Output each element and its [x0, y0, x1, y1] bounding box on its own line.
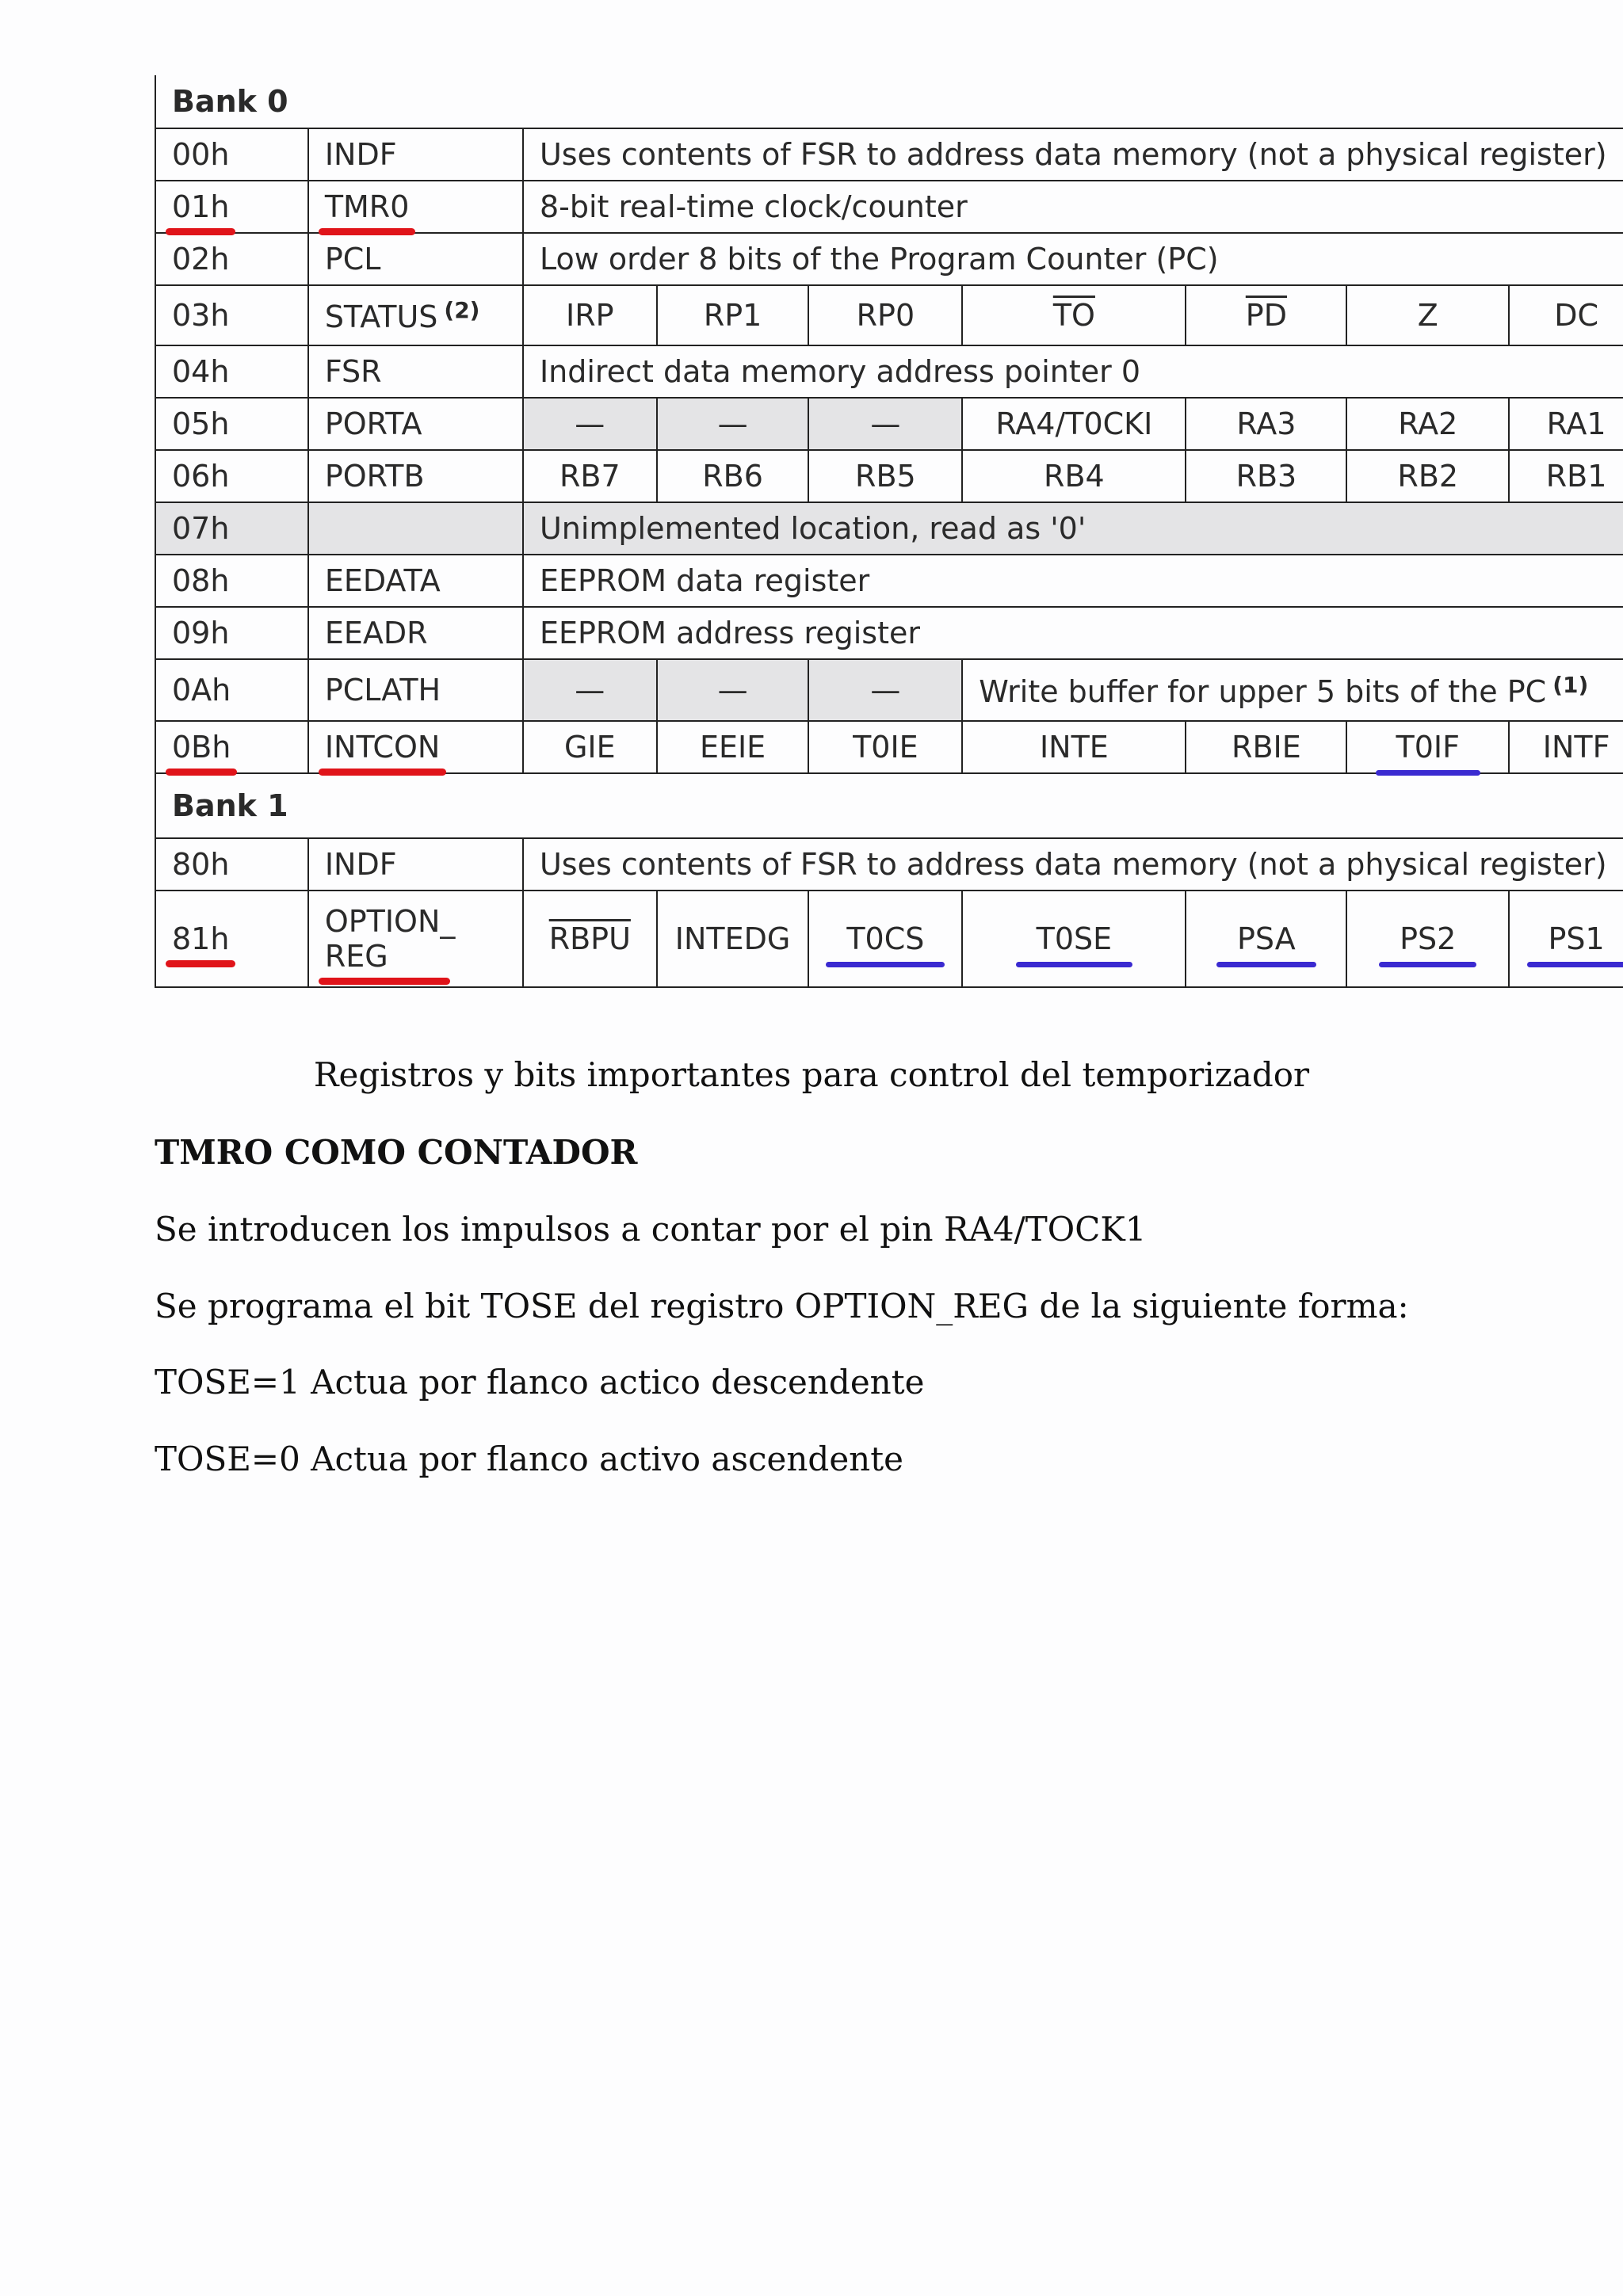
register-description: Unimplemented location, read as '0': [523, 502, 1623, 555]
bank1-label: Bank 1: [155, 773, 1623, 838]
bit-cell: —: [523, 659, 657, 721]
register-row-09h: [155, 607, 1623, 659]
bit-cell: $\overline{PD}$: [1186, 285, 1346, 345]
register-name-cell: [308, 721, 523, 773]
register-name: TMR0: [324, 189, 410, 224]
register-name: PORTA: [308, 398, 523, 450]
footnote-marker: (1): [1552, 671, 1589, 698]
register-description: Uses contents of FSR to address data memory (not a physical register): [523, 128, 1623, 181]
register-row-08h: [155, 555, 1623, 607]
bit-label: T0CS: [846, 921, 925, 956]
register-name: OPTION_ REG: [324, 904, 456, 974]
bit-cell: $\overline{TO}$: [962, 285, 1186, 345]
register-row-80h: [155, 838, 1623, 891]
register-name: INDF: [308, 838, 523, 891]
bit-label: PS2: [1400, 921, 1457, 956]
register-row-07h: [155, 502, 1623, 555]
bank1-row: [155, 773, 1623, 838]
register-description: EEPROM data register: [523, 555, 1623, 607]
paragraph: TOSE=0 Actua por flanco activo ascendente: [155, 1440, 903, 1478]
register-name-cell: [308, 181, 523, 233]
bit-cell: RB2: [1346, 450, 1509, 502]
paragraph: Se introducen los impulsos a contar por el pin RA4/TOCK1: [155, 1210, 1147, 1249]
register-row-06h: [155, 450, 1623, 502]
bit-label: T0SE: [1036, 921, 1113, 956]
register-address-cell: [155, 891, 308, 987]
bit-cell: RP0: [808, 285, 962, 345]
figure-caption: Registros y bits importantes para control del temporizador: [313, 1055, 1310, 1094]
bit-cell-highlighted: [1186, 891, 1346, 987]
bit-label: PS1: [1548, 921, 1605, 956]
bit-cell: RB1: [1509, 450, 1623, 502]
bit-cell-highlighted: [1509, 891, 1623, 987]
register-address: 80h: [155, 838, 308, 891]
register-row-00h: [155, 128, 1623, 181]
bit-cell: INTF: [1509, 721, 1623, 773]
bit-cell: RB5: [808, 450, 962, 502]
bit-cell: RP1: [657, 285, 809, 345]
register-address: 02h: [155, 233, 308, 285]
register-row-04h: [155, 345, 1623, 398]
bit-cell: DC: [1509, 285, 1623, 345]
bit-cell: [523, 891, 657, 987]
bit-cell-highlighted: [1346, 891, 1509, 987]
register-name-cell: [308, 891, 523, 987]
bit-cell: —: [808, 398, 962, 450]
bit-cell: RB3: [1186, 450, 1346, 502]
bit-cell: RB4: [962, 450, 1186, 502]
register-address-cell: [155, 721, 308, 773]
register-address: 04h: [155, 345, 308, 398]
bit-cell: —: [523, 398, 657, 450]
bit-cell: —: [808, 659, 962, 721]
register-address: 0Ah: [155, 659, 308, 721]
bit-cell: GIE: [523, 721, 657, 773]
bank0-label: Bank 0: [155, 75, 1623, 128]
register-address: 06h: [155, 450, 308, 502]
bit-cell: —: [657, 659, 809, 721]
register-address: 09h: [155, 607, 308, 659]
bit-cell: RB7: [523, 450, 657, 502]
bit-cell: RB6: [657, 450, 809, 502]
paragraph: TOSE=1 Actua por flanco actico descendente: [155, 1363, 925, 1402]
bit-cell-highlighted: [1346, 721, 1509, 773]
register-address: 00h: [155, 128, 308, 181]
bit-label: PSA: [1237, 921, 1296, 956]
register-row-02h: [155, 233, 1623, 285]
bit-label: T0IF: [1396, 730, 1460, 765]
bit-cell-highlighted: [962, 891, 1186, 987]
bit-cell: RBIE: [1186, 721, 1346, 773]
register-address: 07h: [155, 502, 308, 555]
register-address: 08h: [155, 555, 308, 607]
bit-cell: IRP: [523, 285, 657, 345]
register-address: 03h: [155, 285, 308, 345]
bit-cell: —: [657, 398, 809, 450]
register-row-0Bh: [155, 721, 1623, 773]
register-name: INTCON: [324, 730, 441, 765]
bit-cell: EEIE: [657, 721, 809, 773]
bit-cell: RA1: [1509, 398, 1623, 450]
register-address: 05h: [155, 398, 308, 450]
register-name: PORTB: [308, 450, 523, 502]
paragraph: Se programa el bit TOSE del registro OPTION_REG de la siguiente forma:: [155, 1287, 1409, 1325]
bit-label: RBPU: [548, 921, 631, 956]
bit-cell: RA3: [1186, 398, 1346, 450]
section-heading: TMRO COMO CONTADOR: [155, 1133, 638, 1172]
register-description: Indirect data memory address pointer 0: [523, 345, 1623, 398]
register-name-cell: [308, 285, 523, 345]
register-name: EEADR: [308, 607, 523, 659]
register-row-81h: [155, 891, 1623, 987]
footnote-marker: (2): [444, 296, 480, 323]
register-address-cell: [155, 181, 308, 233]
register-table: [155, 75, 1623, 988]
register-name: EEDATA: [308, 555, 523, 607]
register-row-0Ah: [155, 659, 1623, 721]
register-name: INDF: [308, 128, 523, 181]
register-name: PCL: [308, 233, 523, 285]
register-description: Low order 8 bits of the Program Counter (PC): [523, 233, 1623, 285]
register-description: Write buffer for upper 5 bits of the PC: [979, 673, 1547, 709]
register-row-03h: [155, 285, 1623, 345]
bit-cell: INTE: [962, 721, 1186, 773]
bit-cell: Z: [1346, 285, 1509, 345]
register-description: 8-bit real-time clock/counter: [523, 181, 1623, 233]
register-description: Uses contents of FSR to address data memory (not a physical register): [523, 838, 1623, 891]
register-name: [308, 502, 523, 555]
register-file-map-figure: [155, 75, 1623, 1010]
register-name: PCLATH: [308, 659, 523, 721]
register-name: STATUS: [324, 299, 438, 334]
bit-cell: INTEDG: [657, 891, 809, 987]
register-description: EEPROM address register: [523, 607, 1623, 659]
register-address: 01h: [172, 189, 230, 224]
register-name: FSR: [308, 345, 523, 398]
register-row-01h: [155, 181, 1623, 233]
register-description-cell: [962, 659, 1623, 721]
bit-cell: T0IE: [808, 721, 962, 773]
register-row-05h: [155, 398, 1623, 450]
bit-cell: RA2: [1346, 398, 1509, 450]
bank0-row: [155, 75, 1623, 128]
register-address: 81h: [172, 921, 230, 956]
bit-cell: RA4/T0CKI: [962, 398, 1186, 450]
register-address: 0Bh: [172, 730, 231, 765]
bit-cell-highlighted: [808, 891, 962, 987]
